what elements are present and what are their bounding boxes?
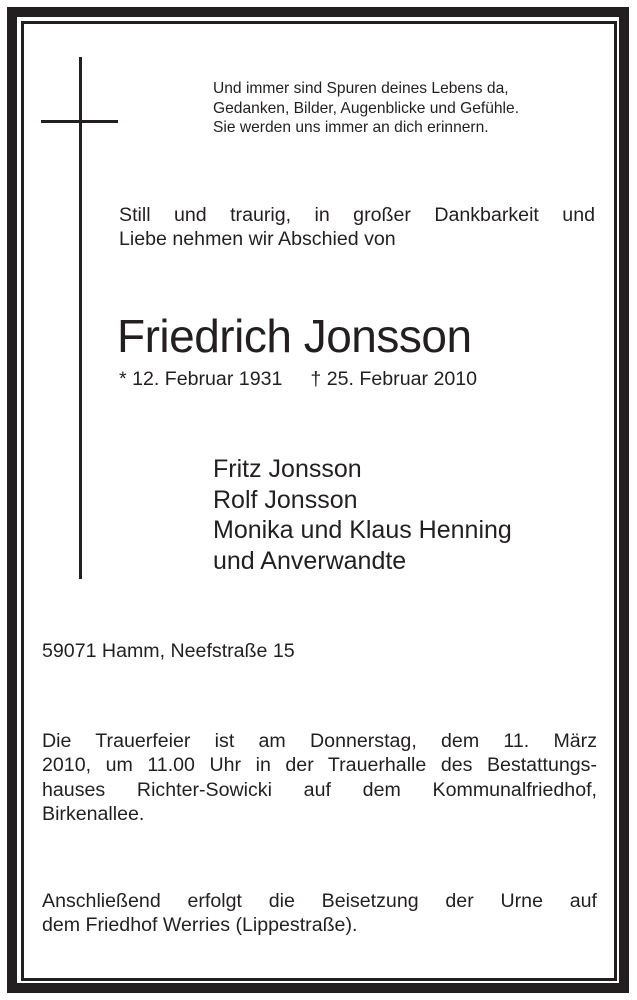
intro-line: Liebe nehmen wir Abschied von xyxy=(119,228,396,250)
family-member: und Anverwandte xyxy=(213,546,407,575)
cross-vertical-bar xyxy=(79,57,82,579)
life-dates xyxy=(119,367,477,391)
motto-line: Sie werden uns immer an dich erinnern. xyxy=(213,119,489,136)
ceremony-line: Die Trauerfeier ist am Donnerstag, dem 11. März xyxy=(42,730,597,752)
motto-line: Und immer sind Spuren deines Lebens da, xyxy=(213,80,509,97)
motto-verse xyxy=(213,79,519,138)
death-date: † 25. Februar 2010 xyxy=(310,368,478,390)
family-list xyxy=(213,454,512,576)
family-member: Monika und Klaus Henning xyxy=(213,516,512,544)
family-member: Rolf Jonsson xyxy=(213,485,358,514)
intro-text xyxy=(119,203,595,251)
cross-horizontal-bar xyxy=(41,120,118,123)
ceremony-line: Birkenallee. xyxy=(42,803,145,826)
intro-line: Still und traurig, in großer Dankbarkeit und xyxy=(119,204,595,226)
burial-info xyxy=(42,889,597,938)
motto-line: Gedanken, Bilder, Augenblicke und Gefühle. xyxy=(213,99,520,117)
address: 59071 Hamm, Neefstraße 15 xyxy=(42,640,295,662)
ceremony-info xyxy=(42,729,597,827)
burial-line: Anschließend erfolgt die Beisetzung der Urne auf xyxy=(42,890,597,912)
family-member: Fritz Jonsson xyxy=(213,455,362,483)
ceremony-line: hauses Richter-Sowicki auf dem Kommunalfriedhof, xyxy=(42,778,597,801)
deceased-name: Friedrich Jonsson xyxy=(117,310,472,362)
burial-line: dem Friedhof Werries (Lippestraße). xyxy=(42,914,358,937)
birth-date: * 12. Februar 1931 xyxy=(119,368,283,390)
ceremony-line: 2010, um 11.00 Uhr in der Trauerhalle des Bestattungs- xyxy=(42,754,597,777)
